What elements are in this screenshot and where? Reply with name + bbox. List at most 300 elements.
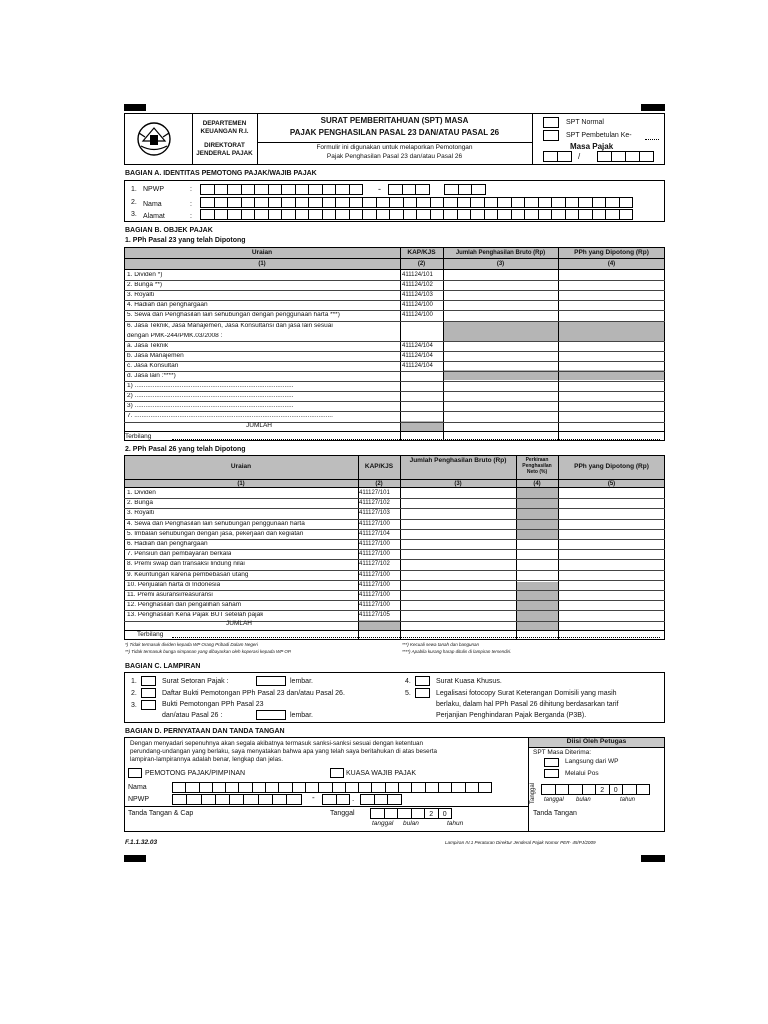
lampiran-5-checkbox[interactable] [415,688,430,698]
char-cell[interactable] [295,197,310,208]
t2-row-label: 1. Dividen [127,490,156,496]
char-cell[interactable] [565,209,580,220]
form-code: F.1.1.32.03 [125,839,158,846]
nama-colon: : [190,201,192,208]
char-cell[interactable] [322,209,337,220]
dept-label-2: KEUANGAN R.I. [200,128,249,135]
lampiran-1-num: 1. [131,678,137,685]
char-cell[interactable] [185,782,199,793]
t1-row-label: 1. Dividen *) [127,272,163,278]
lampiran-5-num: 5. [405,690,411,697]
char-cell[interactable] [278,782,292,793]
char-cell[interactable] [214,197,229,208]
char-cell[interactable] [268,209,283,220]
p-thn-hint: tahun [620,797,636,803]
t1-row-label: c. Jasa Konsultan [127,362,179,369]
footnote-2: **) Tidak termasuk bunga simpanan yang dibayarkan oleh koperasi kepada WP OP. [125,649,292,654]
char-cell[interactable] [415,184,430,195]
t2-row-kap: 411127/100 [359,541,390,547]
char-cell[interactable] [322,184,337,195]
char-cell[interactable] [172,794,187,805]
char-cell[interactable] [430,209,445,220]
t1-row-label: 2. Bunga **) [127,282,163,289]
char-cell[interactable] [272,794,287,805]
char-cell[interactable] [385,782,399,793]
char-cell[interactable] [524,197,539,208]
t2-colnum-4: (4) [533,481,541,487]
char-cell[interactable] [465,782,479,793]
char-cell[interactable] [387,794,402,805]
d-npwp-dash: - [312,793,315,802]
char-cell[interactable] [398,782,412,793]
char-cell[interactable] [582,784,597,795]
footnote-3: ***) Kecuali sewa tanah dan bangunan [402,642,480,647]
t2-header-uraian: Uraian [230,463,252,470]
t2-header-pph: PPh yang Dipotong (Rp) [574,463,649,470]
char-cell[interactable] [411,808,426,819]
char-cell[interactable] [254,197,269,208]
char-cell[interactable] [389,197,404,208]
lampiran-3-suffix: lembar. [290,712,313,719]
char-cell[interactable] [592,197,607,208]
char-cell[interactable] [484,209,499,220]
char-cell[interactable] [376,209,391,220]
char-cell[interactable] [199,782,213,793]
char-cell[interactable] [349,184,364,195]
pos-checkbox[interactable] [544,769,559,778]
char-cell[interactable] [335,184,350,195]
form-subtitle-2: Pajak Penghasilan Pasal 23 dan/atau Pasal 26 [326,153,463,160]
spt-diterima-label: SPT Masa Diterima: [533,749,592,756]
char-cell[interactable] [335,209,350,220]
ministry-emblem-icon [131,119,177,159]
char-cell[interactable] [286,794,301,805]
npwp-input-b[interactable] [388,184,429,195]
t1-row-label: 7. .............................................................................................................. [127,413,333,420]
char-cell[interactable] [349,197,364,208]
char-cell[interactable] [332,782,346,793]
char-cell[interactable] [430,197,445,208]
char-cell[interactable] [605,197,620,208]
char-cell[interactable] [308,184,323,195]
char-cell[interactable] [416,197,431,208]
char-cell[interactable] [538,209,553,220]
pph23-subtitle: 1. PPh Pasal 23 yang telah Dipotong [125,237,246,244]
npwp-num: 1. [131,186,137,193]
npwp-input-a[interactable] [200,184,362,195]
char-cell[interactable] [471,184,486,195]
masa-pajak-year-input[interactable] [597,151,653,162]
t1-row-kap: 411124/100 [402,312,433,319]
langsung-checkbox[interactable] [544,758,559,767]
t2-row-label: 2. Bunga [127,500,154,507]
char-cell[interactable] [200,184,215,195]
d-nama-input[interactable] [172,782,491,793]
alamat-input[interactable] [200,209,632,220]
t1-row-label: 1) ........................................................................................ [127,383,294,390]
alamat-label: Alamat [143,213,165,220]
section-c-title: BAGIAN C. LAMPIRAN [125,663,201,670]
statement-line-2: perundang-undangan yang berlaku, saya menyatakan bahwa apa yang telah saya beritahukan di atas beserta [130,748,438,755]
char-cell[interactable] [541,784,556,795]
char-cell[interactable] [443,209,458,220]
lampiran-3-count-input[interactable] [256,710,286,720]
char-cell[interactable] [402,184,417,195]
t2-row-label: 12. Penghasilan dari pengalihan saham [127,602,242,609]
t2-row-kap: 411127/100 [359,571,390,578]
t2-row-kap: 411127/100 [359,592,390,598]
masa-pajak-label: Masa Pajak [570,142,614,151]
char-cell[interactable] [305,782,319,793]
masa-pajak-month-input[interactable] [543,151,571,162]
t2-row-label: 9. Keuntungan karena pembebasan utang [127,571,249,578]
char-cell[interactable] [484,197,499,208]
lampiran-4-label: Surat Kuasa Khusus. [436,678,502,685]
section-a-title: BAGIAN A. IDENTITAS PEMOTONG PAJAK/WAJIB PAJAK [125,170,317,177]
lampiran-reference: Lampiran IV.1 Peraturan Direktur Jenderal Pajak Nomor PER- 45/PJ/2009 [445,840,596,845]
char-cell[interactable]: 0 [438,808,453,819]
t1-row-kap: 411124/104 [402,342,433,349]
t2-header-neto: Perkiraan Penghasilan Neto (%) [522,457,552,475]
char-cell[interactable] [214,184,229,195]
char-cell[interactable] [241,197,256,208]
char-cell[interactable] [371,782,385,793]
t2-row-kap: 411127/102 [359,561,390,568]
char-cell[interactable] [172,782,186,793]
lampiran-5-label-3: Perjanjian Penghindaran Pajak Berganda (P3B). [436,712,587,719]
d-npwp-input-c[interactable] [360,794,401,805]
char-cell[interactable] [225,782,239,793]
lampiran-5-label: Legalisasi fotocopy Surat Keterangan Domisili yang masih [436,690,617,697]
directorate-label: DIREKTORAT [204,142,245,149]
footnote-1: *) Tidak termasuk dividen kepada WP Orang Pribadi Dalam Negeri [125,642,258,647]
lampiran-2-checkbox[interactable] [141,688,156,698]
char-cell[interactable] [238,782,252,793]
spt-pembetulan-label: SPT Pembetulan Ke- [566,132,632,139]
lampiran-4-checkbox[interactable] [415,676,430,686]
char-cell[interactable]: 2 [595,784,610,795]
t1-row-label: 3. Royalti [127,292,155,299]
char-cell[interactable] [551,209,566,220]
char-cell[interactable] [397,808,412,819]
t2-row-label: 13. Penghasilan Kena Pajak BUT setelah pajak [127,612,264,619]
kuasa-label: KUASA WAJIB PAJAK [346,770,417,777]
char-cell[interactable] [511,197,526,208]
t1-header-pph: PPh yang Dipotong (Rp) [574,249,649,256]
char-cell[interactable] [335,197,350,208]
t2-row-kap: 411127/103 [359,510,390,517]
char-cell[interactable] [318,782,332,793]
t2-row-label: 6. Hadiah dan penghargaan [127,541,208,547]
t1-header-uraian: Uraian [251,249,273,256]
char-cell[interactable] [411,782,425,793]
statement-line-3: lampiran-lampirannya adalah benar, lengkap dan jelas. [130,756,283,763]
char-cell[interactable] [636,784,651,795]
t2-colnum-3: (3) [454,481,462,487]
char-cell[interactable] [619,197,634,208]
nama-input[interactable] [200,197,632,208]
char-cell[interactable] [295,209,310,220]
char-cell[interactable] [416,209,431,220]
t1-terbilang: Terbilang [125,433,152,440]
char-cell[interactable] [362,197,377,208]
t2-row-kap: 411127/100 [359,581,390,588]
t1-colnum-3: (3) [496,261,505,267]
spt-normal-checkbox[interactable] [543,117,559,128]
masa-separator: / [578,152,581,161]
char-cell[interactable] [619,209,634,220]
char-cell[interactable] [241,184,256,195]
thn-hint: tahun [447,820,464,827]
lampiran-1-count-input[interactable] [256,676,286,686]
char-cell[interactable] [308,209,323,220]
spt-normal-label: SPT Normal [566,119,604,126]
char-cell[interactable] [281,209,296,220]
char-cell[interactable] [322,197,337,208]
char-cell[interactable] [349,209,364,220]
char-cell[interactable] [438,782,452,793]
lampiran-1-checkbox[interactable] [141,676,156,686]
t1-row-kap: 411124/104 [402,352,433,359]
t2-row-label: 5. Imbalan sehubungan dengan jasa, pekerjaan dan kegiatan [127,530,304,537]
char-cell[interactable] [538,197,553,208]
char-cell[interactable] [425,782,439,793]
t1-row-label: 4. Hadiah dan penghargaan [127,302,208,309]
char-cell[interactable] [443,197,458,208]
char-cell[interactable] [265,782,279,793]
langsung-label: Langsung dari WP [565,758,619,765]
t2-colnum-5: (5) [607,481,616,487]
char-cell[interactable] [578,197,593,208]
directorate-label-2: JENDERAL PAJAK [196,150,253,157]
t2-row-kap: 411127/100 [359,602,390,609]
spt-pembetulan-checkbox[interactable] [543,130,559,141]
nama-num: 2. [131,199,137,206]
p-bln-hint: bulan [576,797,591,803]
char-cell[interactable] [200,209,215,220]
form-title: SURAT PEMBERITAHUAN (SPT) MASA [320,116,469,125]
char-cell[interactable] [511,209,526,220]
t2-header-kap: KAP/KJS [364,463,394,470]
char-cell[interactable] [622,784,637,795]
bln-hint: bulan [403,820,419,827]
char-cell[interactable] [362,209,377,220]
char-cell[interactable] [497,209,512,220]
t2-row-kap: 411127/105 [359,612,390,619]
section-d-title: BAGIAN D. PERNYATAAN DAN TANDA TANGAN [125,728,285,735]
t2-terbilang: Terbilang [137,631,164,638]
char-cell[interactable] [478,782,492,793]
lampiran-3-num: 3. [131,702,137,709]
char-cell[interactable] [322,794,337,805]
pemotong-label: PEMOTONG PAJAK/PIMPINAN [145,770,246,777]
t1-colnum-4: (4) [607,261,616,267]
t2-row-label: 10. Penjualan harta di Indonesia [127,581,221,588]
t2-colnum-2: (2) [375,481,383,487]
t1-header-bruto: Jumlah Penghasilan Bruto (Rp) [455,250,546,256]
char-cell[interactable] [200,197,215,208]
lampiran-2-num: 2. [131,690,137,697]
char-cell[interactable] [227,197,242,208]
d-npwp-input-a[interactable] [172,794,301,805]
t2-colnum-1: (1) [237,481,245,487]
char-cell[interactable] [565,197,580,208]
char-cell[interactable] [243,794,258,805]
t1-row-label: 3) ........................................................................................ [127,403,294,410]
d-npwp-dot: . [352,794,355,803]
char-cell[interactable] [212,782,226,793]
lampiran-4-num: 4. [405,678,411,685]
pemotong-checkbox[interactable] [128,768,142,778]
char-cell[interactable] [295,184,310,195]
t2-row-kap: 411127/100 [359,551,390,558]
char-cell[interactable] [551,197,566,208]
t1-row-label: b. Jasa Manajemen [127,352,184,359]
char-cell[interactable] [214,209,229,220]
char-cell[interactable] [568,784,583,795]
t1-row-label: 2) ........................................................................................ [127,393,294,400]
char-cell[interactable] [470,209,485,220]
npwp-input-c[interactable] [444,184,485,195]
nama-label: Nama [143,201,162,208]
npwp-label: NPWP [143,186,164,193]
char-cell[interactable] [254,209,269,220]
petugas-tanggal-label: Tanggal [530,782,536,804]
char-cell[interactable] [252,782,266,793]
t2-row-label: 8. Premi swap dan transaksi lindung nilai [127,561,245,568]
char-cell[interactable] [388,184,403,195]
char-cell[interactable] [254,184,269,195]
char-cell[interactable] [358,782,372,793]
char-cell[interactable] [268,197,283,208]
t1-colnum-2: (2) [417,261,426,267]
char-cell[interactable] [201,794,216,805]
lampiran-3-label-2: dan/atau Pasal 26 : [162,712,223,719]
registration-mark-bottom-right [641,855,665,862]
lampiran-3-label: Bukti Pemotongan PPh Pasal 23 [162,701,264,708]
char-cell[interactable] [227,209,242,220]
registration-mark-top-left [124,104,146,111]
tanggal-label: Tanggal [330,810,355,817]
char-cell[interactable] [457,209,472,220]
t1-row-label: a. Jasa Teknik [127,342,169,349]
char-cell[interactable] [403,209,418,220]
t1-row-label: 5. Sewa dan Penghasilan lain sehubungan dengan penggunaan harta ***) [127,312,340,319]
char-cell[interactable] [336,794,351,805]
char-cell[interactable] [458,184,473,195]
char-cell[interactable] [360,794,375,805]
t1-row-label: dengan PMK-244/PMK.03/2008 : [127,332,223,339]
char-cell[interactable] [345,782,359,793]
ttd-cap-label: Tanda Tangan & Cap [128,810,194,817]
lampiran-5-label-2: berlaku, dalam hal PPh Pasal 26 dihitung berdasarkan tarif [436,701,619,708]
alamat-num: 3. [131,211,137,218]
pos-label: Melalui Pos [565,770,599,777]
char-cell[interactable] [497,197,512,208]
char-cell[interactable] [451,782,465,793]
char-cell[interactable] [524,209,539,220]
footnote-4: ****) Apabila kurang harap ditulis di lampiran tersendiri. [402,649,512,654]
petugas-ttd-label: Tanda Tangan [533,810,577,817]
lampiran-1-suffix: lembar. [290,678,313,685]
pph26-subtitle: 2. PPh Pasal 26 yang telah Dipotong [125,446,246,453]
npwp-colon: : [190,186,192,193]
char-cell[interactable] [592,209,607,220]
d-npwp-input-b[interactable] [322,794,349,805]
t1-row-kap: 411124/104 [402,362,433,369]
t2-row-kap: 411127/101 [359,490,390,496]
t2-row-kap: 411127/104 [359,530,390,537]
char-cell[interactable] [215,794,230,805]
t1-row-kap: 411124/100 [402,302,433,309]
lampiran-2-label: Daftar Bukti Pemotongan PPh Pasal 23 dan/atau Pasal 26. [162,690,345,697]
char-cell[interactable] [370,808,385,819]
lampiran-3-checkbox[interactable] [141,700,156,710]
t1-row-kap: 411124/102 [402,282,433,289]
char-cell[interactable] [281,197,296,208]
char-cell[interactable] [605,209,620,220]
char-cell[interactable] [374,794,389,805]
char-cell[interactable]: 0 [609,784,624,795]
char-cell[interactable] [227,184,242,195]
char-cell[interactable] [376,197,391,208]
char-cell[interactable] [403,197,418,208]
t2-header-bruto: Jumlah Penghasilan Bruto (Rp) [409,457,507,464]
tgl-hint: tanggal [372,820,394,827]
char-cell[interactable] [457,197,472,208]
char-cell[interactable] [308,197,323,208]
char-cell[interactable] [268,184,283,195]
char-cell[interactable] [281,184,296,195]
char-cell[interactable] [186,794,201,805]
char-cell[interactable] [241,209,256,220]
registration-mark-bottom-left [124,855,146,862]
t1-row-kap: 411124/101 [402,272,433,278]
t1-row-label: 6. Jasa Teknik, Jasa Manajemen, Jasa Konsultansi dan jasa lain sesuai [127,322,333,329]
char-cell[interactable] [578,209,593,220]
t2-row-label: 7. Pensiun dan pembayaran berkala [127,551,232,558]
p-tgl-hint: tanggal [544,797,564,803]
petugas-title: Diisi Oleh Petugas [566,738,627,745]
t2-row-kap: 411127/100 [359,520,390,527]
d-npwp-label: NPWP [128,796,149,803]
alamat-colon: : [190,213,192,220]
petugas-tanggal-input[interactable] [541,784,649,795]
char-cell[interactable] [555,784,570,795]
t2-jumlah: JUMLAH [226,620,253,627]
char-cell[interactable] [384,808,399,819]
registration-mark-top-right [641,104,665,111]
t1-header-kap: KAP/KJS [407,249,436,256]
char-cell[interactable] [292,782,306,793]
t2-row-kap: 411127/102 [359,500,390,507]
section-b-title: BAGIAN B. OBJEK PAJAK [125,227,213,234]
form-subtitle: Formulir ini digunakan untuk melaporkan Pemotongan [316,144,473,151]
t1-row-label: d. Jasa lain :****) [127,373,176,379]
char-cell[interactable] [444,184,459,195]
t1-colnum-1: (1) [258,261,266,267]
t2-row-label: 11. Premi asuransi/reasuransi [127,592,213,598]
statement-line-1: Dengan menyadari sepenuhnya akan segala akibatnya termasuk sanksi-sanksi sesuai dengan ketentuan [130,740,423,747]
char-cell[interactable] [229,794,244,805]
char-cell[interactable] [258,794,273,805]
char-cell[interactable] [470,197,485,208]
kuasa-checkbox[interactable] [330,768,344,778]
char-cell[interactable] [389,209,404,220]
t2-row-label: 3. Royalti [127,510,155,517]
char-cell[interactable]: 2 [424,808,439,819]
tanggal-input[interactable] [370,808,451,819]
